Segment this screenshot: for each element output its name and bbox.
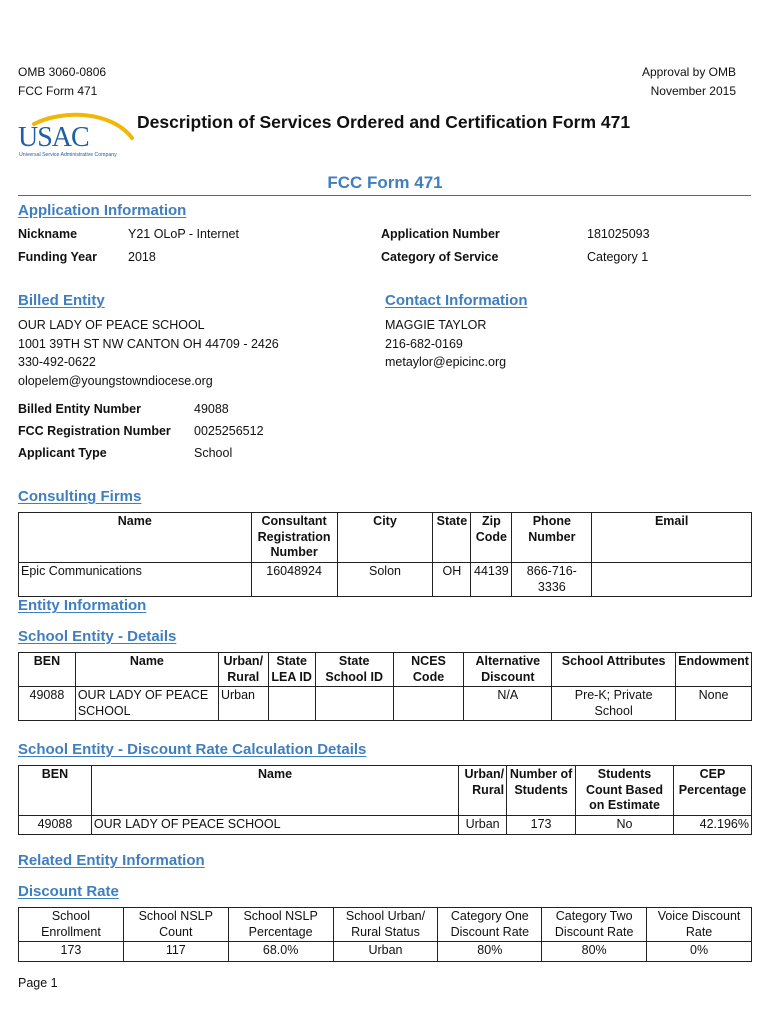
- table-cell: [393, 687, 464, 721]
- column-header: City: [337, 513, 433, 563]
- billed-entity-name: OUR LADY OF PEACE SCHOOL: [18, 318, 205, 332]
- header-right: [642, 63, 736, 101]
- table-row: [19, 563, 752, 597]
- table-cell: 80%: [542, 942, 647, 962]
- table-cell: None: [676, 687, 752, 721]
- column-header: CEP Percentage: [673, 766, 751, 816]
- table-cell: 866-716-3336: [512, 563, 592, 597]
- table-row: [19, 687, 752, 721]
- column-header: Category One Discount Rate: [438, 908, 542, 942]
- discount-rate-heading: Discount Rate: [18, 883, 119, 900]
- column-header: Name: [91, 766, 458, 816]
- billed-entity-heading: Billed Entity: [18, 292, 105, 309]
- entity-info-heading: Entity Information: [18, 597, 147, 614]
- table-cell: 117: [123, 942, 228, 962]
- column-header: School NSLP Count: [123, 908, 228, 942]
- form-subtitle: FCC Form 471: [327, 173, 443, 192]
- table-row: [19, 816, 752, 835]
- column-header: Zip Code: [471, 513, 512, 563]
- table-cell: 80%: [438, 942, 542, 962]
- table-cell: Epic Communications: [19, 563, 252, 597]
- column-header: State: [433, 513, 471, 563]
- funding-year-label: Funding Year: [18, 250, 97, 264]
- contact-phone: 216-682-0169: [385, 336, 463, 351]
- table-cell: 68.0%: [228, 942, 333, 962]
- page-number: Page 1: [18, 976, 58, 990]
- application-number-label: Application Number: [381, 227, 500, 241]
- table-cell: Urban: [218, 687, 268, 721]
- column-header: Category Two Discount Rate: [542, 908, 647, 942]
- application-info-heading: Application Information: [18, 202, 187, 219]
- table-cell: OUR LADY OF PEACE SCHOOL: [91, 816, 458, 835]
- column-header: Email: [592, 513, 752, 563]
- table-cell: 173: [507, 816, 576, 835]
- table-cell: N/A: [464, 687, 552, 721]
- table-cell: Solon: [337, 563, 433, 597]
- table-header-row: [19, 766, 752, 816]
- column-header: Alternative Discount: [464, 653, 552, 687]
- ben-label: Billed Entity Number: [18, 402, 141, 416]
- page-title: Description of Services Ordered and Certification Form 471: [137, 112, 631, 132]
- related-entity-heading: Related Entity Information: [18, 852, 205, 869]
- header-left: [18, 63, 106, 101]
- column-header: Name: [19, 513, 252, 563]
- column-header: Students Count Based on Estimate: [576, 766, 674, 816]
- column-header: Consultant Registration Number: [251, 513, 337, 563]
- column-header: School Enrollment: [19, 908, 124, 942]
- column-header: Urban/ Rural: [218, 653, 268, 687]
- column-header: School Urban/ Rural Status: [333, 908, 438, 942]
- consulting-firms-heading: Consulting Firms: [18, 488, 142, 505]
- table-cell: OUR LADY OF PEACE SCHOOL: [75, 687, 218, 721]
- form-label: FCC Form 471: [18, 84, 98, 98]
- column-header: BEN: [19, 653, 76, 687]
- table-header-row: [19, 653, 752, 687]
- discount-calc-heading: School Entity - Discount Rate Calculation Details: [18, 741, 367, 758]
- column-header: Number of Students: [507, 766, 576, 816]
- column-header: Endowment: [676, 653, 752, 687]
- consulting-firms-table: [18, 512, 752, 597]
- billed-entity-block: [18, 316, 279, 390]
- table-cell: [315, 687, 393, 721]
- contact-block: [385, 316, 506, 372]
- table-cell: 49088: [19, 816, 92, 835]
- column-header: Phone Number: [512, 513, 592, 563]
- applicant-type-value: School: [194, 446, 233, 460]
- table-cell: 173: [19, 942, 124, 962]
- column-header: State LEA ID: [268, 653, 315, 687]
- column-header: School NSLP Percentage: [228, 908, 333, 942]
- omb-number: OMB 3060-0806: [18, 65, 107, 79]
- logo-text: USAC: [18, 122, 89, 153]
- application-number-value: 181025093: [587, 227, 650, 241]
- table-cell: [592, 563, 752, 597]
- column-header: NCES Code: [393, 653, 464, 687]
- table-cell: 16048924: [251, 563, 337, 597]
- funding-year-value: 2018: [128, 250, 156, 264]
- category-label: Category of Service: [381, 250, 499, 264]
- logo-tagline: Universal Service Administrative Company: [19, 152, 117, 158]
- column-header: State School ID: [315, 653, 393, 687]
- table-cell: OH: [433, 563, 471, 597]
- column-header: BEN: [19, 766, 92, 816]
- nickname-value: Y21 OLoP - Internet: [128, 227, 239, 241]
- ben-value: 49088: [194, 402, 229, 416]
- fcc-reg-value: 0025256512: [194, 424, 264, 438]
- table-header-row: [19, 513, 752, 563]
- applicant-type-label: Applicant Type: [18, 446, 107, 460]
- table-cell: 42.196%: [673, 816, 751, 835]
- category-value: Category 1: [587, 250, 649, 264]
- table-cell: Pre-K; Private School: [552, 687, 676, 721]
- table-header-row: [19, 908, 752, 942]
- billed-entity-address: 1001 39TH ST NW CANTON OH 44709 - 2426: [18, 336, 279, 351]
- column-header: School Attributes: [552, 653, 676, 687]
- contact-info-heading: Contact Information: [385, 292, 528, 309]
- table-cell: 0%: [647, 942, 752, 962]
- table-cell: Urban: [459, 816, 507, 835]
- table-cell: 49088: [19, 687, 76, 721]
- billed-entity-phone: 330-492-0622: [18, 355, 96, 369]
- discount-calc-table: [18, 765, 752, 835]
- approval-date: November 2015: [650, 84, 736, 98]
- contact-name: MAGGIE TAYLOR: [385, 318, 487, 332]
- column-header: Urban/ Rural: [459, 766, 507, 816]
- school-details-heading: School Entity - Details: [18, 628, 177, 645]
- table-cell: Urban: [333, 942, 438, 962]
- approval-text: Approval by OMB: [641, 65, 736, 79]
- fcc-reg-label: FCC Registration Number: [18, 424, 171, 438]
- usac-logo: [16, 112, 136, 164]
- contact-email: metaylor@epicinc.org: [385, 355, 507, 369]
- table-row: [19, 942, 752, 962]
- table-cell: No: [576, 816, 674, 835]
- table-cell: 44139: [471, 563, 512, 597]
- discount-rate-table: [18, 907, 752, 962]
- column-header: Voice Discount Rate: [647, 908, 752, 942]
- billed-entity-email: olopelem@youngstowndiocese.org: [18, 373, 213, 388]
- header-divider: [18, 195, 751, 196]
- school-details-table: [18, 652, 752, 721]
- column-header: Name: [75, 653, 218, 687]
- nickname-label: Nickname: [18, 227, 78, 241]
- table-cell: [268, 687, 315, 721]
